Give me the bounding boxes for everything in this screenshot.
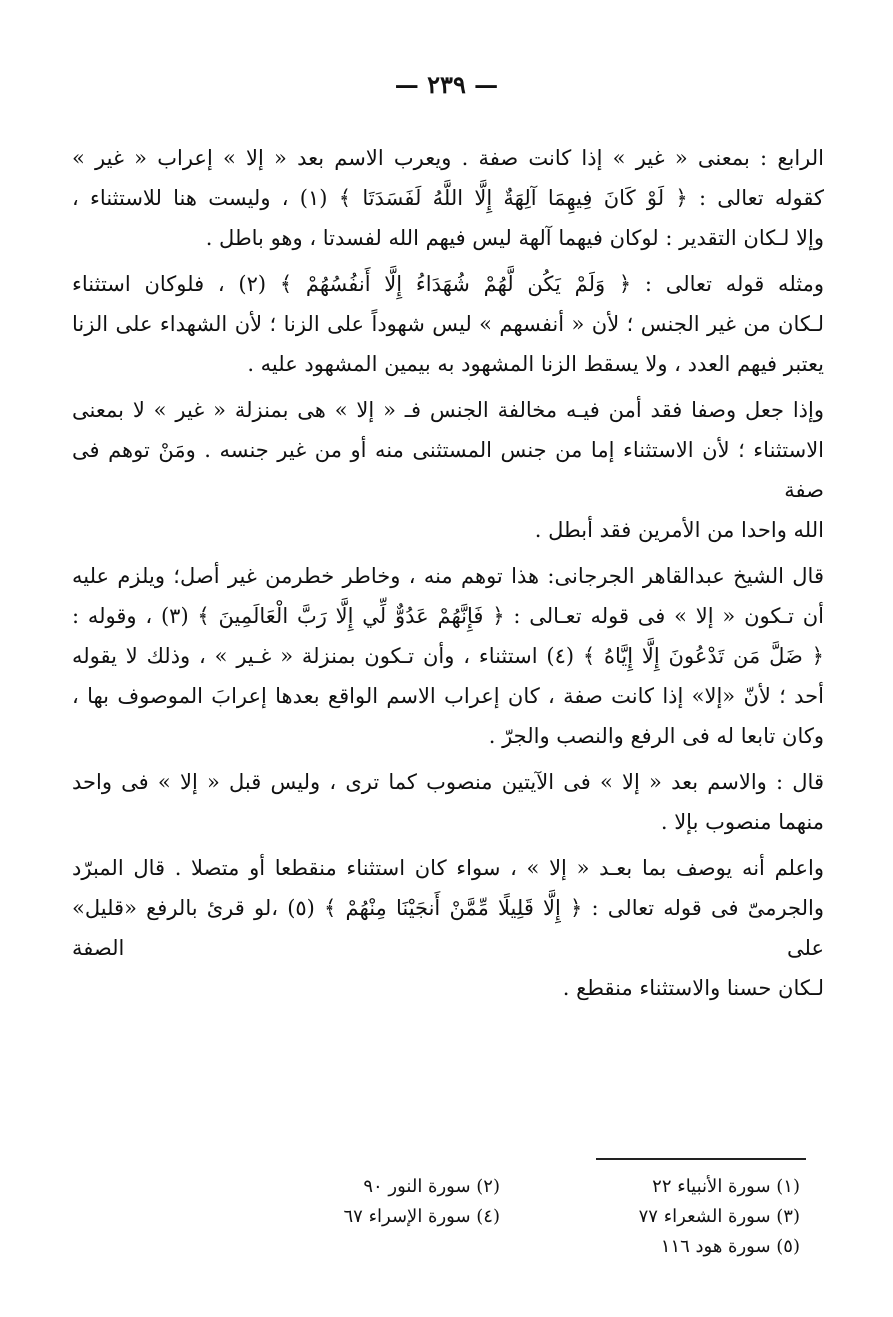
paragraph — [72, 556, 824, 756]
text-line: والجرمىّ فى قوله تعالى : ﴿ إِلَّا قَلِيلًا مِّمَّنْ أَنجَيْنَا مِنْهُمْ ﴾ (٥) ،لو قرئ بالرفع «قليل» على الصفة — [72, 896, 824, 960]
footnote-5: (٥) سورة هود ١١٦ — [660, 1236, 800, 1257]
text-line: وإلا لـكان التقدير : لوكان فيهما آلهة ليس فيهم الله لفسدتا ، وهو باطل . — [205, 226, 824, 250]
text-line: أحد ؛ لأنّ «إلا» إذا كانت صفة ، كان إعراب الاسم الواقع بعدها إعرابَ الموصوف بها ، — [72, 684, 824, 708]
text-line: قال : والاسم بعد « إلا » فى الآيتين منصوب كما ترى ، وليس قبل « إلا » فى واحد — [72, 770, 824, 794]
text-line: لـكان من غير الجنس ؛ لأن « أنفسهم » ليس شهوداً على الزنا ؛ لأن الشهداء على الزنا — [72, 312, 824, 336]
text-line: يعتبر فيهم العدد ، ولا يسقط الزنا المشهود به بيمين المشهود عليه . — [247, 352, 824, 376]
footnote-3: (٣) سورة الشعراء ٧٧ — [638, 1206, 800, 1227]
footnote-4: (٤) سورة الإسراء ٦٧ — [343, 1206, 500, 1227]
text-line: الاستثناء ؛ لأن الاستثناء إما من جنس المستثنى منه أو من غير جنسه . ومَنْ توهم فى صفة — [72, 438, 824, 502]
paragraph — [72, 762, 824, 842]
text-line: واعلم أنه يوصف بما بعـد « إلا » ، سواء كان استثناء منقطعا أو متصلا . قال المبرّد — [72, 856, 824, 880]
text-line: ﴿ ضَلَّ مَن تَدْعُونَ إِلَّا إِيَّاهُ ﴾ (٤) استثناء ، وأن تـكون بمنزلة « غـير » ، وذلك لا يقوله — [72, 644, 824, 668]
text-line: وإذا جعل وصفا فقد أمن فيـه مخالفة الجنس فـ « إلا » هى بمنزلة « غير » لا بمعنى — [72, 398, 824, 422]
footnote-divider — [596, 1158, 806, 1160]
footnote-2: (٢) سورة النور ٩٠ — [363, 1176, 500, 1197]
text-line: قال الشيخ عبدالقاهر الجرجانى: هذا توهم منه ، وخاطر خطرمن غير أصل؛ ويلزم عليه — [72, 564, 824, 588]
paragraph — [72, 138, 824, 258]
text-line: أن تـكون « إلا » فى قوله تعـالى : ﴿ فَإِنَّهُمْ عَدُوٌّ لِّي إِلَّا رَبَّ الْعَالَمِينَ ﴾ (٣) ، وقوله : — [72, 604, 824, 628]
text-line: وكان تابعا له فى الرفع والنصب والجرّ . — [488, 724, 824, 748]
text-line: لـكان حسنا والاستثناء منقطع . — [562, 976, 824, 1000]
text-line: كقوله تعالى : ﴿ لَوْ كَانَ فِيهِمَا آلِهَةٌ إِلَّا اللَّهُ لَفَسَدَتَا ﴾ (١) ، وليست هنا للاستثناء ، — [72, 186, 824, 210]
body-text — [72, 138, 824, 1014]
footnote-1: (١) سورة الأنبياء ٢٢ — [652, 1176, 800, 1197]
paragraph — [72, 264, 824, 384]
text-line: الله واحدا من الأمرين فقد أبطل . — [534, 518, 824, 542]
text-line: منهما منصوب بإلا . — [660, 810, 824, 834]
text-line: الرابع : بمعنى « غير » إذا كانت صفة . ويعرب الاسم بعد « إلا » إعراب « غير » — [72, 146, 824, 170]
footnotes — [240, 1172, 800, 1262]
page-number: — ٢٣٩ — — [394, 70, 499, 99]
paragraph — [72, 848, 824, 1008]
paragraph — [72, 390, 824, 550]
text-line: ومثله قوله تعالى : ﴿ وَلَمْ يَكُن لَّهُمْ شُهَدَاءُ إِلَّا أَنفُسُهُمْ ﴾ (٢) ، فلوكان استثناء — [72, 272, 824, 296]
